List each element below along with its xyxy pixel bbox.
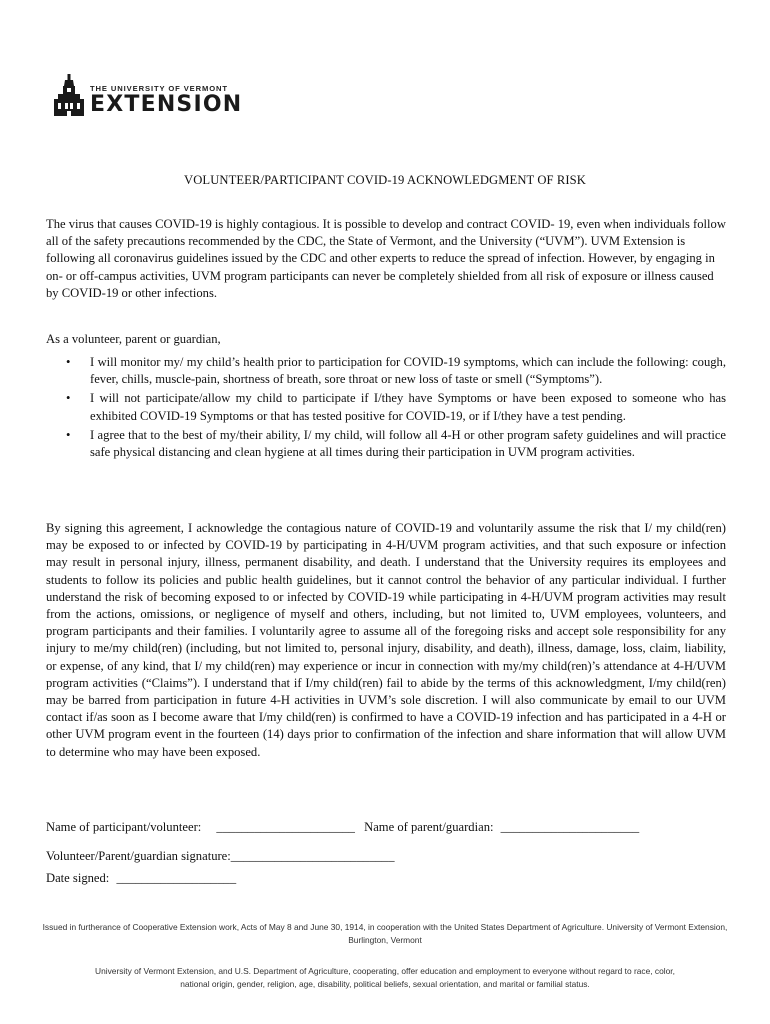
bullet-item: • I agree that to the best of my/their ability, I/ my child, will follow all 4-H or other program safety guidelines and will practice safe physical distancing and clean hygiene at all times during their participation in UVM program activities. — [46, 427, 726, 461]
document-title: VOLUNTEER/PARTICIPANT COVID-19 ACKNOWLEDGMENT OF RISK — [184, 173, 586, 187]
building-tower-icon — [54, 74, 84, 116]
signature-label: Volunteer/Parent/guardian signature: — [46, 849, 231, 863]
participant-name-label: Name of participant/volunteer: — [46, 820, 202, 834]
guardian-name-label: Name of parent/guardian: — [364, 820, 494, 834]
signature-row — [46, 849, 395, 864]
bullet-item: • I will monitor my/ my child’s health prior to participation for COVID-19 symptoms, which can include the following: cough, fever, chills, muscle-pain, shortness of breath, sore throat or new loss of taste or smell (“Symptoms”). — [46, 354, 726, 388]
lead-in-text: As a volunteer, parent or guardian, — [46, 332, 221, 346]
logo-extension-text: EXTENSION — [90, 92, 243, 117]
date-row — [46, 871, 236, 886]
name-fields-row — [46, 820, 639, 835]
guardian-name-field[interactable]: ______________________ — [500, 820, 640, 834]
uvm-extension-logo — [54, 74, 242, 116]
footer-issued-notice: Issued in furtherance of Cooperative Extension work, Acts of May 8 and June 30, 1914, in cooperation with the United States Department of Agriculture. University of Vermont Extension, Burlington, Vermont — [42, 922, 728, 945]
participant-name-field[interactable]: ______________________ — [216, 820, 355, 834]
agreement-paragraph: By signing this agreement, I acknowledge the contagious nature of COVID-19 and voluntarily assume the risk that I/ my child(ren) may be exposed to or infected by COVID-19 by participating in 4-H/UVM program activities, and that such exposure or infection may result in personal injury, illness, permanent disability, and death. I understand that the University requires its employees and students to follow its policies and public health guidelines, but it cannot control the behavior of any particular individual. I further understand the risk of becoming exposed to or infected by COVID-19 while participating in 4-H/UVM program activities may result from the actions, omissions, or negligence of myself and others, including, but not limited to, UVM employees, volunteers, and program participants and their families. I voluntarily agree to assume all of the foregoing risks and accept sole responsibility for any injury to me/my child(ren) (including, but not limited to, personal injury, disability, and death), illness, damage, loss, claim, liability, or expense, of any kind, that I/ my child(ren) may experience or incur in connection with my/my child(ren)’s attendance at 4-H/UVM program activities (“Claims”). I understand that if I/my child(ren) fail to abide by the terms of this acknowledgment, I/my child(ren) may be barred from participation in future 4-H activities in UVM’s sole discretion. I will also communicate by email to our UVM contact if/as soon as I become aware that I/my child(ren) is confirmed to have a COVID-19 infection and has participated in a 4-H or other UVM program event in the fourteen (14) days prior to confirmation of the infection and share information that will allow UVM to determine who may have been exposed. — [46, 521, 726, 759]
footer-nondiscrimination-notice: University of Vermont Extension, and U.S. Department of Agriculture, cooperating, offer education and employment to everyone without regard to race, color, national origin, gender, religion, age, disability, political beliefs, sexual orientation, and marital or familial status. — [95, 966, 675, 989]
acknowledgment-bullet-list — [46, 354, 726, 463]
signature-field[interactable]: __________________________ — [230, 849, 395, 863]
date-field[interactable]: ___________________ — [116, 871, 237, 885]
bullet-item: • I will not participate/allow my child to participate if I/they have Symptoms or have been exposed to someone who has exhibited COVID-19 Symptoms or that has tested positive for COVID-19, or if I/they have a test pending. — [46, 390, 726, 424]
logo-university-text: THE UNIVERSITY OF VERMONT — [90, 84, 228, 93]
intro-paragraph: The virus that causes COVID-19 is highly contagious. It is possible to develop and contract COVID- 19, even when individuals follow all of the safety precautions recommended by the CDC, the State of Vermont, and the University (“UVM”). UVM Extension is following all coronavirus guidelines issued by the CDC and other experts to reduce the spread of infection. However, by engaging in on- or off-campus activities, UVM program participants can never be completely shielded from all risk of exposure or illness caused by COVID-19 or other infections. — [46, 217, 726, 300]
date-label: Date signed: — [46, 871, 110, 885]
